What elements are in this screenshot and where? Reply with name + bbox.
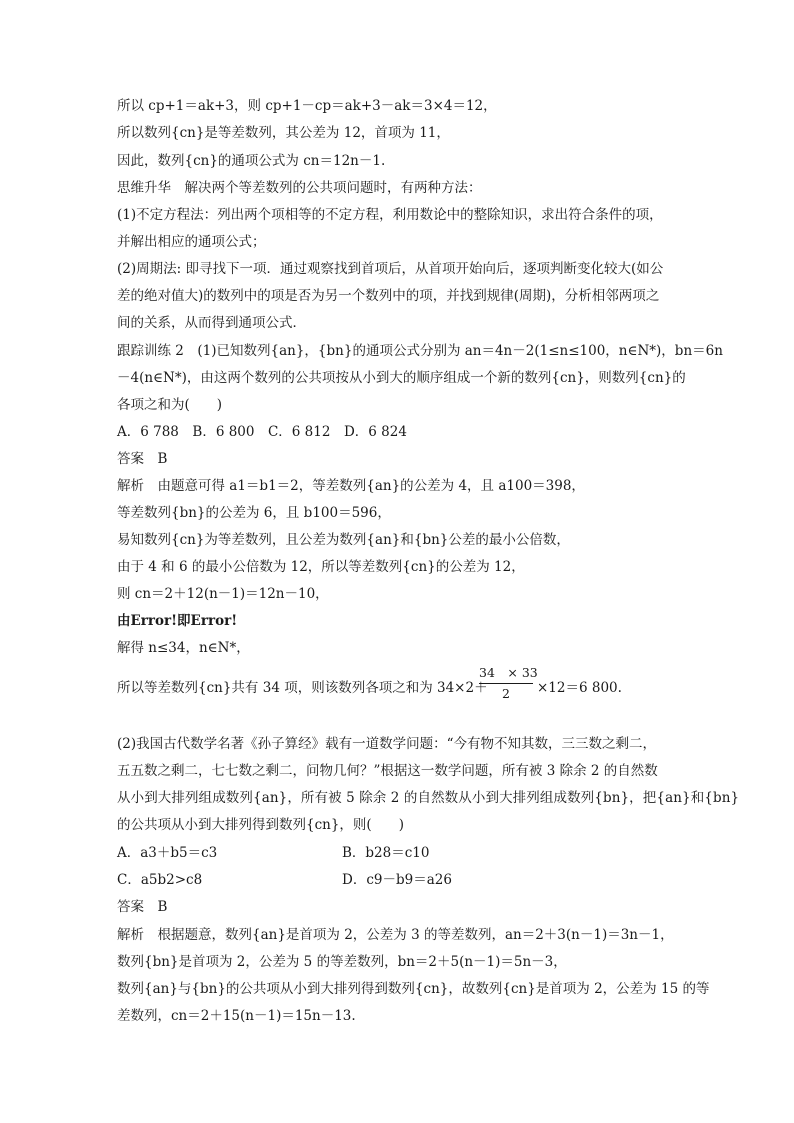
text-line: －4(n∈N*)，由这两个数列的公共项按从小到大的顺序组成一个新的数列{cn}，则数列{cn}的 bbox=[117, 370, 686, 386]
exercise-heading: 跟踪训练 2 (1)已知数列{an}，{bn}的通项公式分别为 an＝4n－2(1≤n≤100，n∈N*)，bn＝6n bbox=[117, 343, 723, 359]
option-d: D．c9－b9＝a26 bbox=[342, 872, 452, 888]
text-line: 因此，数列{cn}的通项公式为 cn＝12n－1. bbox=[117, 153, 386, 169]
fraction-denominator: 2 bbox=[502, 686, 510, 701]
text-line: (2)周期法: 即寻找下一项．通过观察找到首项后，从首项开始向后，逐项判断变化较大(如公 bbox=[117, 261, 664, 277]
fraction-bar bbox=[479, 683, 533, 684]
fraction-numerator: 34 × 33 bbox=[479, 665, 538, 680]
error-line: 由Error!即Error! bbox=[117, 613, 238, 629]
text-line: 各项之和为( ) bbox=[117, 397, 223, 413]
text-line: 的公共项从小到大排列得到数列{cn}，则( ) bbox=[117, 817, 404, 833]
text-line: (1)不定方程法：列出两个项相等的不定方程，利用数论中的整除知识，求出符合条件的项， bbox=[117, 207, 663, 223]
analysis-line: 解析 由题意可得 a1＝b1＝2，等差数列{an}的公差为 4，且 a100＝398， bbox=[117, 478, 585, 494]
option-c: C．a5b2>c8 bbox=[117, 872, 203, 888]
text-line: 并解出相应的通项公式； bbox=[117, 234, 266, 250]
text-line: 解得 n≤34，n∈N*， bbox=[117, 640, 250, 656]
answer-line: 答案 B bbox=[117, 899, 168, 915]
text-line: 由于 4 和 6 的最小公倍数为 12，所以等差数列{cn}的公差为 12， bbox=[117, 559, 525, 575]
analysis-line: 解析 根据题意，数列{an}是首项为 2，公差为 3 的等差数列，an＝2＋3(n－1)＝3n－1， bbox=[117, 927, 674, 943]
text-line: 间的关系，从而得到通项公式． bbox=[117, 315, 306, 331]
text-line: 五五数之剩二，七七数之剩二，问物几何？”根据这一数学问题，所有被 3 除余 2 的自然数 bbox=[117, 763, 658, 779]
option-b: B．b28＝c10 bbox=[342, 845, 430, 861]
text-line: 等差数列{bn}的公差为 6，且 b100＝596， bbox=[117, 505, 391, 521]
text-line: 则 cn＝2＋12(n－1)＝12n－10， bbox=[117, 586, 329, 602]
problem-line: (2)我国古代数学名著《孙子算经》载有一道数学问题：“今有物不知其数，三三数之剩二， bbox=[117, 736, 657, 752]
text-line: 数列{bn}是首项为 2，公差为 5 的等差数列，bn＝2＋5(n－1)＝5n－3， bbox=[117, 954, 567, 970]
sum-formula-tail: ×12＝6 800. bbox=[537, 680, 622, 696]
text-line: 从小到大排列组成数列{an}，所有被 5 除余 2 的自然数从小到大排列组成数列{bn}，把{an}和{bn} bbox=[117, 790, 740, 806]
text-line: 差数列，cn＝2＋15(n－1)＝15n－13. bbox=[117, 1008, 356, 1024]
section-heading: 思维升华 解决两个等差数列的公共项问题时，有两种方法： bbox=[117, 180, 482, 196]
text-line: 所以数列{cn}是等差数列，其公差为 12，首项为 11， bbox=[117, 125, 450, 141]
sum-formula-line bbox=[117, 665, 737, 709]
fraction bbox=[479, 665, 538, 702]
text-line: 易知数列{cn}为等差数列，且公差为数列{an}和{bn}公差的最小公倍数， bbox=[117, 532, 570, 548]
text-line: 数列{an}与{bn}的公共项从小到大排列得到数列{cn}，故数列{cn}是首项为 2，公差为 15 的等 bbox=[117, 981, 710, 997]
text-line: 所以 cp+1＝ak+3，则 cp+1－cp＝ak+3－ak＝3×4＝12， bbox=[117, 98, 497, 114]
sum-formula-lead: 所以等差数列{cn}共有 34 项，则该数列各项之和为 34×2＋ bbox=[117, 680, 488, 696]
choice-options: A．6 788 B．6 800 C．6 812 D．6 824 bbox=[117, 424, 407, 440]
option-a: A．a3＋b5＝c3 bbox=[117, 845, 218, 861]
text-line: 差的绝对值大)的数列中的项是否为另一个数列中的项，并找到规律(周期)，分析相邻两项之 bbox=[117, 288, 660, 304]
answer-line: 答案 B bbox=[117, 451, 168, 467]
